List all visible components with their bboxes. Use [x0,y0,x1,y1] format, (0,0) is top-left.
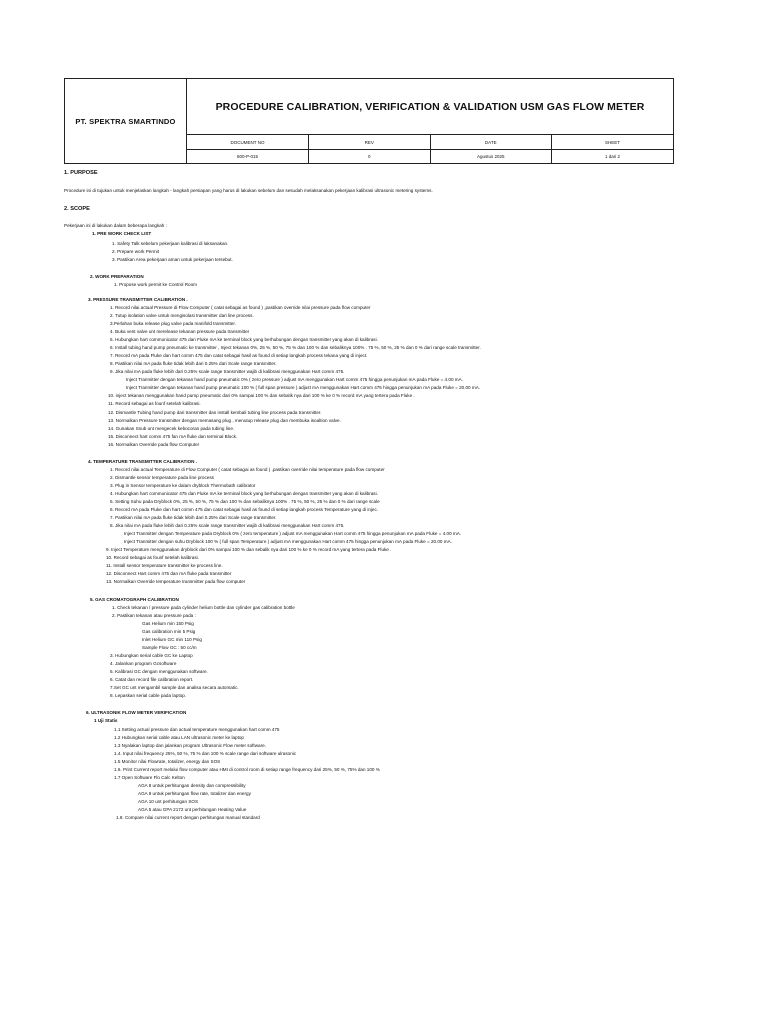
body-text-line: Inject Tranmitter dengan Temperature pada Dryblock 0% ( zero temperature ) adjust mA menggunakan Hart comm 475 hingga penunjukan mA pada Fluke = 4.00 mA. [124,531,462,536]
body-text-line: Pekerjaan ini di lakukan dalam beberapa langkah : [64,223,167,228]
meta-label-document-no: DOCUMENT NO [187,135,309,150]
meta-label-sheet: SHEET [552,135,674,150]
body-text-line: 11. Install sensor temperature transmitter ke process line. [106,563,223,568]
body-text-line: 14. Gunakan Snub unt mengecek kebocoran pada tubing line. [108,426,235,431]
body-text-line: 1.7 Open Software Flo Calc Kelton [114,775,185,780]
body-text-line: 7.Set GC unt mengambil sample dan analisa secara automatic. [110,685,239,690]
meta-label-date: DATE [430,135,552,150]
body-text-line: Procedure ini di tujukan untuk menjelaskan langkah - langkah persiapan yang harus di lakukan sebelum dan sesudah melaksanakan pekerjaan kalibrasi ultrasonic metering systems. [64,188,433,193]
body-text-line: 7. Record mA pada Fluke dan hart comm 475 dan catat sebagai hasil as found di setiap langkah process tekana yang di inject. [110,353,368,358]
body-text-line: 5. Hubungkan hart communicator 475 dan Fluke mA ke terminal block yang berhubungan dengan transmitter yang akan di kalibrasi. [110,337,378,342]
body-text-line: 2. Prepare work Permit [112,249,159,254]
section-heading: 1. PURPOSE [64,170,98,176]
document-title: PROCEDURE CALIBRATION, VERIFICATION & VALIDATION USM GAS FLOW METER [187,79,673,135]
body-text-line: 5. Setting Suhu pada Dryblock 0%, 25 %, 50 %, 75 % dan 100 % dan sebaliknya 100% . 75 %, 50 %, 25 % dan 0 % dari range scale [110,499,380,504]
body-text-line: AGA 9 untuk perhitungan flow rate, totalizer dan energy [138,791,251,796]
body-text-line: 16. Normalkan Override pada flow Computer [108,442,200,447]
section-heading: 2. WORK PREPARATION [90,274,144,279]
body-text-line: 2. Dismantle sensor temperature pada line process [110,475,214,480]
body-text-line: 1. Record nilai actual Temperature di Flow Computer ( catat sebagai as found ) ,pastikan override nilai temperature pada flow computer [110,467,385,472]
body-text-line: 5. Kalibrasi GC dengan menggunakan software. [110,669,208,674]
body-text-line: 1.1 Setting actual pressure dan actual temperature menggunakan hart comm 475 [114,727,280,732]
body-text-line: 13. Normalkan Override temperature transmitter pada flow computer [106,579,246,584]
body-text-line: 6. Record mA pada Fluke dan hart comm 475 dan catat sebagai hasil as found di setiap langkah process Temperature yang di injec. [110,507,379,512]
body-text-line: 1. Propose work permit ke Control Room [114,282,197,287]
body-text-line: 11. Record sebagai as founf setelah kalibrasi. [108,401,201,406]
body-text-line: 6. Catat dan record file calibration report. [110,677,194,682]
body-text-line: 9. Inject Temperature menggunakan dryblock dari 0% sampai 100 % dan sebalik nya dari 100 % ke 0 % record mA yang tertera pada Fluke . [106,547,392,552]
body-text-line: 3. Plug in Sensor temperature ke dalam dryblock Thermobath calibrator [110,483,256,488]
section-heading: 3. PRESSURE TRANSMITTER CALIBRATION . [88,297,188,302]
document-meta-table [187,135,673,163]
meta-value-rev: 0 [309,150,431,164]
section-heading: 1. PRE WORK CHECK LIST [92,231,152,236]
body-text-line: AGA 5 atau GPA 2172 unt perhitungan Heating Value [138,807,247,812]
body-text-line: 4. Hubungkan hart communicator 475 dan Fluke mA ke terminal block yang berhubungan dengan transmitter yang akan di kalibrasi. [110,491,378,496]
body-text-line: 15. Disconnect hart comm 475 fan mA fluke dan terminal Block. [108,434,238,439]
body-text-line: 6. Install tubing hand pump pneumatic ke transmitter , Inject tekanan 0%, 25 %, 50 %, 75 % dan 100 % dan sebaliknya 100% . 75 %, 50 %, 25 % dan 0 % dari range scale transmitter. [110,345,481,350]
body-text-line: 1. Check tekanan / pressure pada cylinder helium bottle dan cylinder gas calibration bottle [112,605,295,610]
body-text-line: 1.6. Print Current report melalui flow computer atau HMI di control room di setiap range frequency dari 25%, 50 %, 75% dan 100 % [114,767,380,772]
body-text-line: 3.Perlahan buka release plug valve pada manifold transmitter. [110,321,236,326]
meta-value-document-no: 600-P-015 [236,154,258,159]
body-text-line: AGA 8 untuk perhitungan density dan compressibility [138,783,246,788]
body-text-line: 12. Disconnect Hart comm 475 dan mA fluke pada transmitter [106,571,232,576]
body-text-line: 1.4. Input nilai frequency 25%, 50 %, 75 % dan 100 % scale range dari software ulrasonic [114,751,297,756]
body-text-line: 9. Jika nilai mA pada fluke lebih dari 0.25% scale range transmitter wajib di kalibrasi menggunakan Hart comm 475. [110,369,345,374]
body-text-line: 2. Pastikan tekanan atau pressure pada : [112,613,196,618]
body-text-line: 1. Safety Talk sebelum pekerjaan kalibrasi di laksanakan. [112,241,229,246]
body-text-line: Gas Helium min 150 Psig [142,621,194,626]
body-text-line: 1.5 Monitor nilai Flowrate, totalizer, energy dan SOS [114,759,221,764]
body-text-line: Gas calibration min 5 Psig [142,629,196,634]
body-text-line: 2. Tutup isolation valve untuk mengisolasi transmitter dari line process. [110,313,254,318]
company-name: PT. SPEKTRA SMARTINDO [65,79,187,163]
body-text-line: 7. Pastikan nilai mA pada fluke tidak lebih dari 0.25% dari Scale range transmitter. [110,515,277,520]
body-text-line: 1.8. Compare nilai current report dengan perhitungan manual standard [116,815,260,820]
body-text-line: 3. Hubungkan serial cable GC ke Laptop [110,653,193,658]
section-heading: 6. ULTRASONIK FLOW METER VERIFICATION [86,710,187,715]
meta-label-rev: REV [309,135,431,150]
body-text-line: AGA 10 unt perhitungan SOS [138,799,199,804]
body-text-line: 1. Record nilai actual Pressure di Flow Computer ( catat sebagai as found ) ,pastikan override nilai pressure pada flow computer [110,305,371,310]
document-header [64,78,674,164]
body-text-line: 3. Pastikan Area pekerjaan aman untuk pekerjaan tersebut. [112,257,233,262]
body-text-line: 12. Dismantle Tubing hand pump dari transmitter dan install kembali tubing line process pada transmitter. [108,410,322,415]
body-text-line: Inject Tranmitter dengan tekanan hand pump pneumatic 100 % ( full span pressure ) adjust mA menggunakan Hart comm 475 hingga penunjukan mA pada Fluke = 20.00 mA. [126,385,481,390]
body-text-line: 13. Normalkan Pressure transmitter dengan memasang plug , menutup release plug dan membuka isoaltion valve. [108,418,341,423]
meta-value-sheet: 1 dari 2 [552,150,674,164]
body-text-line: 8. Lepaskan serial cable pada laptop. [110,693,187,698]
body-text-line: 10. Record sebagai as founf setelah kalibrasi. [106,555,199,560]
body-text-line: 1.2 Hubungkan serial cable atau LAN ultrasonic meter ke laptop [114,735,244,740]
meta-value-date: Agustus 2025 [430,150,552,164]
body-text-line: 4. Buka vent valve unt merelease tekanan pressure pada transmitter [110,329,250,334]
body-text-line: 1.3 Nyalakan laptop dan jalankan program Ultrasonic Flow meter software. [114,743,266,748]
body-text-line: Sample Flow GC : 50 cc/m [142,645,197,650]
body-text-line: Inlet Helium GC min 110 Psig [142,637,202,642]
section-heading: 5. GAS CROMATOGRAPH CALIBRATION [90,597,179,602]
body-text-line: 8. Pastikan nilai mA pada fluke tidak lebih dari 0.25% dari Scale range transmitter. [110,361,277,366]
section-heading: 2. SCOPE [64,206,90,212]
body-text-line: 10. inject tekanan menggunakan hand pump pneumatic dari 0% sampai 100 % dan sebalik nya dari 100 % ke 0 % record mA yang tertera pada Fluke . [108,393,415,398]
body-text-line: 4. Jalankan program Gcsoftware [110,661,177,666]
body-text-line: Inject Tranmitter dengan tekanan hand pump pneumatic 0% ( zero pressure ) adjust mA menggunakan Hart comm 475 hingga penunjukan mA pada Fluke = 4.00 mA. [126,377,463,382]
body-text-line: Inject Tranmitter dengan suhu Dryblock 100 % ( full span Temperature ) adjust mA menggunakan Hart comm 475 hingga penunjukan mA pada Fluke = 20.00 mA. [124,539,452,544]
section-heading: 4. TEMPERATURE TRANSMITTER CALIBRATION . [88,459,198,464]
section-heading: 1 Uji Statis [94,718,118,723]
body-text-line: 8. Jika nilai mA pada fluke lebih dari 0.25% scale range transmitter wajib di kalibrasi menggunakan Hart comm 475. [110,523,345,528]
